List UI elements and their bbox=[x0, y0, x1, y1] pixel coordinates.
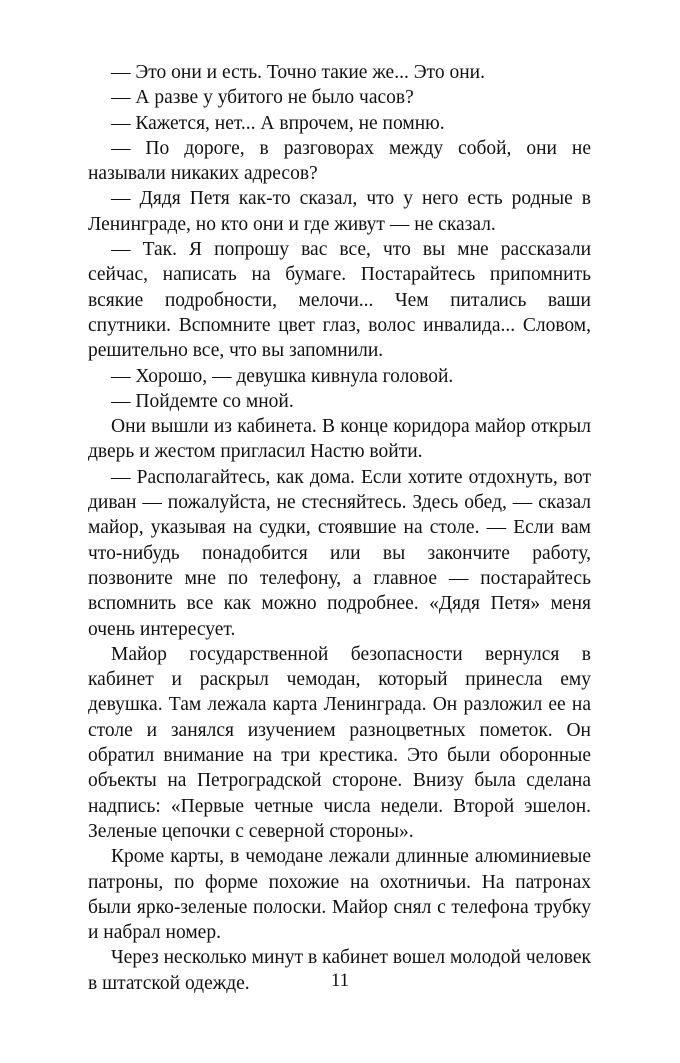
paragraph: — По дороге, в разговорах между собой, они не называли никаких адресов? bbox=[88, 137, 591, 185]
paragraph: — А разве у убитого не было часов? bbox=[111, 87, 414, 109]
paragraph: Кроме карты, в чемодане лежали длинные алюминиевые патроны, по форме похожие на охотничьи. На патронах были ярко-зеленые полоски. Майор снял с телефона трубку и набрал номер. bbox=[88, 846, 591, 944]
paragraph: Майор государственной безопасности вернулся в кабинет и раскрыл чемодан, который принесла ему девушка. Там лежала карта Ленинграда. Он разложил ее на столе и занялся изучением разноцветных пометок. Он обратил внимание на три крестика. Это были оборонные объекты на Петроградской стороне. Внизу была сделана надпись: «Первые четные числа недели. Второй эшелон. Зеленые цепочки с северной стороны». bbox=[88, 643, 591, 842]
paragraph: — Это они и есть. Точно такие же... Это они. bbox=[111, 62, 485, 83]
paragraph: — Так. Я попрошу вас все, что вы мне рассказали сейчас, написать на бумаге. Постарайтесь припомнить всякие подробности, мелочи... Чем питались ваши спутники. Вспомните цвет глаз, волос инвалида... Словом, решительно все, что вы запомнили. bbox=[88, 239, 591, 362]
paragraph: Через несколько минут в кабинет вошел молодой человек в штатской одежде. bbox=[88, 947, 591, 994]
page-text bbox=[88, 60, 591, 996]
page-number: 11 bbox=[330, 970, 350, 991]
paragraph: — Кажется, нет... А впрочем, не помню. bbox=[111, 112, 445, 134]
paragraph: — Дядя Петя как-то сказал, что у него есть родные в Ленинграде, но кто они и где живут — не сказал. bbox=[88, 188, 591, 235]
paragraph: Они вышли из кабинета. В конце коридора майор открыл дверь и жестом пригласил Настю войти. bbox=[88, 416, 591, 463]
paragraph: — Пойдемте со мной. bbox=[111, 390, 294, 412]
paragraph: — Располагайтесь, как дома. Если хотите отдохнуть, вот диван — пожалуйста, не стесняйтесь. Здесь обед, — сказал майор, указывая на судки, стоявшие на столе. — Если вам что-нибудь понадобится или вы закончите работу, позвоните мне по телефону, а главное — постарайтесь вспомнить все как можно подробнее. «Дядя Петя» меня очень интересует. bbox=[88, 466, 591, 640]
paragraph: — Хорошо, — девушка кивнула головой. bbox=[111, 365, 454, 387]
